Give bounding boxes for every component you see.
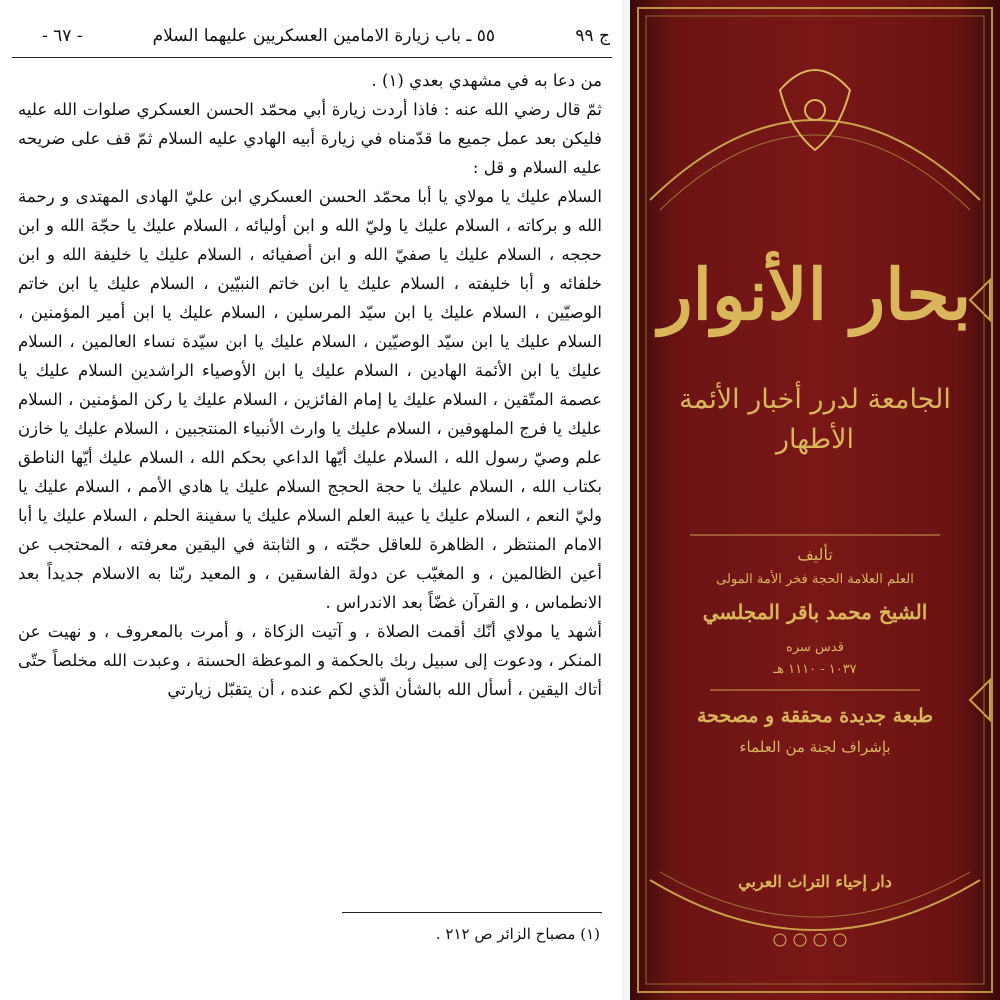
footnote: (١) مصباح الزائر ص ٢١٢ .: [435, 925, 600, 943]
page-number: - ٦٧ -: [42, 26, 83, 46]
cover-blessing: قدس سره: [786, 640, 844, 655]
cover-author-name: الشيخ محمد باقر المجلسي: [702, 600, 928, 624]
paragraph: السلام عليك يا مولاي يا أبا محمّد الحسن العسكري ابن عليّ الهادى المهتدى و رحمة الله و بركاته ، السلام عليك يا وليّ الله و ابن أوليائه ، السلام عليك يا حجّة الله و ابن حججه ، السلام عليك يا صفيّ الله و ابن أصفيائه ، السلام عليك يا خليفة الله و ابن خلفائه و أبا خليفته ، السلام عليك يا ابن خاتم النبيّين ، السلام عليك يا ابن خاتم الوصيّين ، السلام عليك يا ابن سيّد المرسلين ، السلام عليك يا ابن أمير المؤمنين ، السلام عليك يا ابن سيّد الوصيّين ، السلام عليك يا ابن سيّدة نساء العالمين ، السلام عليك يا ابن الأئمة الهادين ، السلام عليك يا ابن الأوصياء الراشدين السلام عليك يا عصمة المتّقين ، السلام عليك يا إمام الفائزين ، السلام عليك يا ركن المؤمنين ، السلام عليك يا فرج الملهوفين ، السلام عليك يا وارث الأنبياء المنتجبين ، السلام عليك يا خازن علم وصيّ رسول الله ، السلام عليك أيّها الداعي بحكم الله ، السلام عليك أيّها الناطق بكتاب الله ، السلام عليك يا حجة الحجج السلام عليك يا هادي الأمم ، السلام عليك يا وليّ النعم ، السلام عليك يا عيبة العلم السلام عليك يا سفينة الحلم ، السلام عليك يا أبا الامام المنتظر ، الظاهرة للعاقل حجّته ، و الثابتة في اليقين معرفته ، المحتجب عن أعين الظالمين ، و المغيّب عن دولة الفاسقين ، و المعيد ربّنا به الاسلام جديداً بعد الانطماس ، و القرآن غضّاً بعد الاندراس .: [18, 187, 602, 612]
volume-label: ج ٩٩: [575, 26, 610, 46]
cover-supervision: بإشراف لجنة من العلماء: [739, 738, 891, 756]
cover-dates: ١٠٣٧ - ١١١٠ هـ: [773, 662, 857, 677]
image-divider: [622, 0, 630, 1000]
cover-edition: طبعة جديدة محققة و مصححة: [697, 705, 933, 727]
chapter-title: ٥٥ ـ باب زيارة الامامين العسكريين عليهما السلام: [152, 26, 495, 46]
paragraph: أشهد يا مولاي أنّك أقمت الصلاة ، و آتيت الزكاة ، و أمرت بالمعروف ، و نهيت عن المنكر ، ودعوت إلى سبيل ربك بالحكمة و الموعظة الحسنة ، وعبدت الله مخلصاً حتّى أتاك اليقين ، أسأل الله بالشأن الّذي لكم عنده ، أن يتقبّل زيارتي: [18, 622, 602, 699]
footnote-rule: [342, 912, 602, 913]
cover-publisher: دار إحياء التراث العربي: [738, 872, 892, 891]
cover-ornament-icon: [630, 0, 1000, 1000]
page-header: [14, 26, 610, 56]
book-cover: [630, 0, 1000, 1000]
paragraph: ثمّ قال رضي الله عنه : فاذا أردت زيارة أبي محمّد الحسن العسكري صلوات الله عليه فليكن بعد عمل جميع ما قدّمناه في زيارة أبيه الهادي عليه السلام ثمّ قف على ضريحه عليه السلام و قل :: [18, 100, 602, 177]
body-text: [18, 66, 602, 704]
header-rule: [12, 57, 612, 58]
cover-subtitle: الجامعة لدرر أخبار الأئمة الأطهار: [679, 384, 951, 455]
cover-title: بحار الأنوار: [658, 253, 972, 336]
paragraph: من دعا به في مشهدي بعدي (١) .: [371, 71, 602, 90]
cover-authored-by: تأليف: [797, 545, 833, 564]
cover-author-titles: العلم العلامة الحجة فخر الأمة المولى: [716, 572, 914, 587]
